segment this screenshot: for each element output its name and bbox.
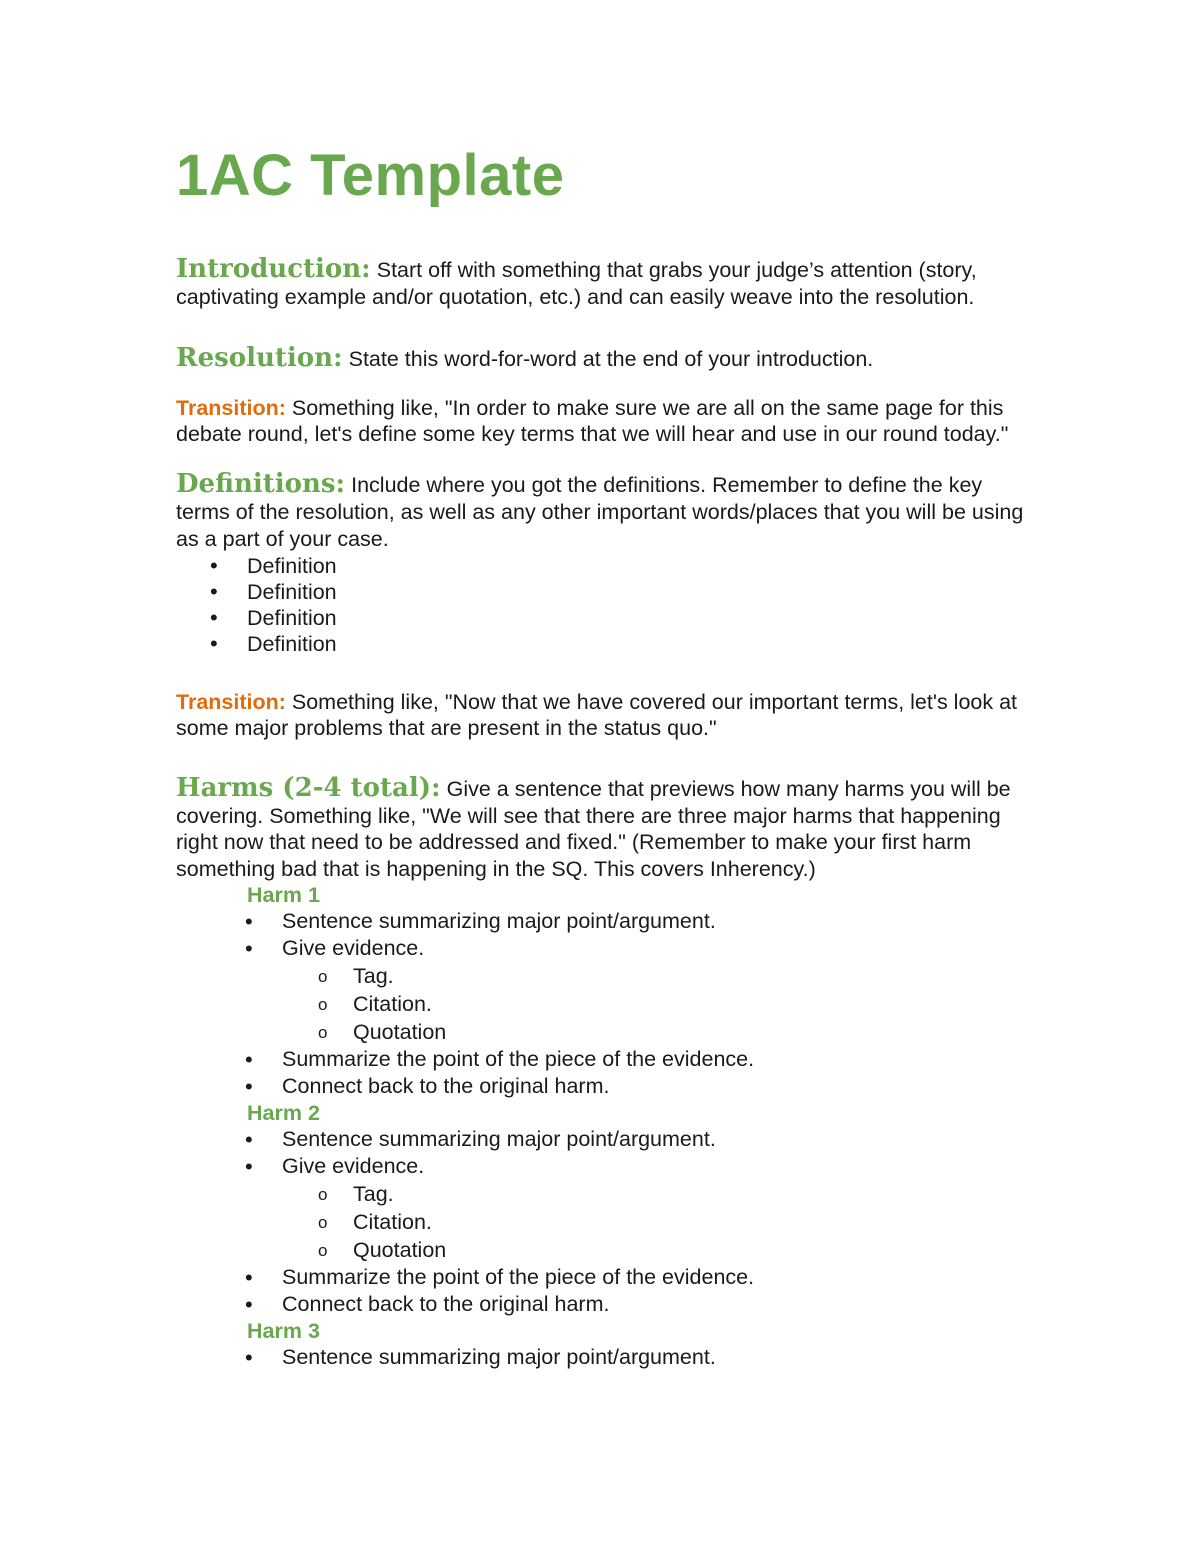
list-item: • Sentence summarizing major point/argument. [176, 908, 1036, 935]
transition-heading-1: Transition: [176, 396, 286, 420]
harms-paragraph [176, 775, 1036, 882]
list-item: • Definition [176, 553, 1036, 579]
transition-text-1: Something like, "In order to make sure we are all on the same page for this debate round, let's define some key terms that we will hear and use in our round today." [176, 396, 1009, 446]
list-item: • Sentence summarizing major point/argument. [176, 1344, 1036, 1371]
list-item: o Citation. [176, 990, 1036, 1018]
harm-1-list [176, 908, 1036, 962]
list-item: • Connect back to the original harm. [176, 1291, 1036, 1318]
list-item: o Tag. [176, 1180, 1036, 1208]
transition-paragraph-1 [176, 395, 1036, 447]
harm-1-title: Harm 1 [247, 883, 320, 907]
definitions-list [176, 553, 1036, 657]
transition-paragraph-2 [176, 689, 1036, 741]
list-item: • Summarize the point of the piece of the evidence. [176, 1264, 1036, 1291]
resolution-text: State this word-for-word at the end of your introduction. [342, 347, 874, 371]
list-item: o Quotation [176, 1236, 1036, 1264]
list-item: o Tag. [176, 962, 1036, 990]
harm-2-list-end [176, 1264, 1036, 1318]
list-item: • Definition [176, 631, 1036, 657]
harm-2-evidence-list [176, 1180, 1036, 1264]
list-item: • Definition [176, 605, 1036, 631]
harm-3-section [176, 1318, 1036, 1371]
harms-text: Give a sentence that previews how many harms you will be covering. Something like, "We will see that there are three major harms that happening right now that need to be addressed and fixed." (Remember to make your first harm something bad that is happening in the SQ. This covers Inherency.) [176, 777, 1011, 881]
resolution-heading: Resolution: [176, 343, 343, 373]
transition-text-2: Something like, "Now that we have covered our important terms, let's look at some major problems that are present in the status quo." [176, 690, 1018, 740]
definitions-heading: Definitions: [176, 469, 346, 499]
harm-1-section [176, 882, 1036, 1100]
harm-3-title: Harm 3 [247, 1319, 320, 1343]
introduction-text: Start off with something that grabs your judge’s attention (story, captivating example and/or quotation, etc.) and can easily weave into the resolution. [176, 258, 977, 309]
list-item: • Give evidence. [176, 1153, 1036, 1180]
definitions-paragraph [176, 471, 1036, 553]
introduction-paragraph [176, 256, 1036, 311]
harm-2-list [176, 1126, 1036, 1180]
page-title: 1AC Template [176, 143, 565, 208]
definitions-text: Include where you got the definitions. Remember to define the key terms of the resolution, as well as any other important words/places that you will be using as a part of your case. [176, 473, 1024, 551]
harm-2-title: Harm 2 [247, 1101, 320, 1125]
harm-3-list [176, 1344, 1036, 1371]
list-item: • Connect back to the original harm. [176, 1073, 1036, 1100]
list-item: o Citation. [176, 1208, 1036, 1236]
harm-2-section [176, 1100, 1036, 1318]
harms-heading: Harms (2-4 total): [176, 773, 441, 803]
harm-1-evidence-list [176, 962, 1036, 1046]
list-item: • Definition [176, 579, 1036, 605]
resolution-paragraph [176, 345, 1036, 373]
document-page [176, 140, 1036, 1371]
harm-1-list-end [176, 1046, 1036, 1100]
list-item: • Sentence summarizing major point/argument. [176, 1126, 1036, 1153]
list-item: • Give evidence. [176, 935, 1036, 962]
transition-heading-2: Transition: [176, 690, 286, 714]
list-item: o Quotation [176, 1018, 1036, 1046]
list-item: • Summarize the point of the piece of the evidence. [176, 1046, 1036, 1073]
introduction-heading: Introduction: [176, 254, 371, 284]
